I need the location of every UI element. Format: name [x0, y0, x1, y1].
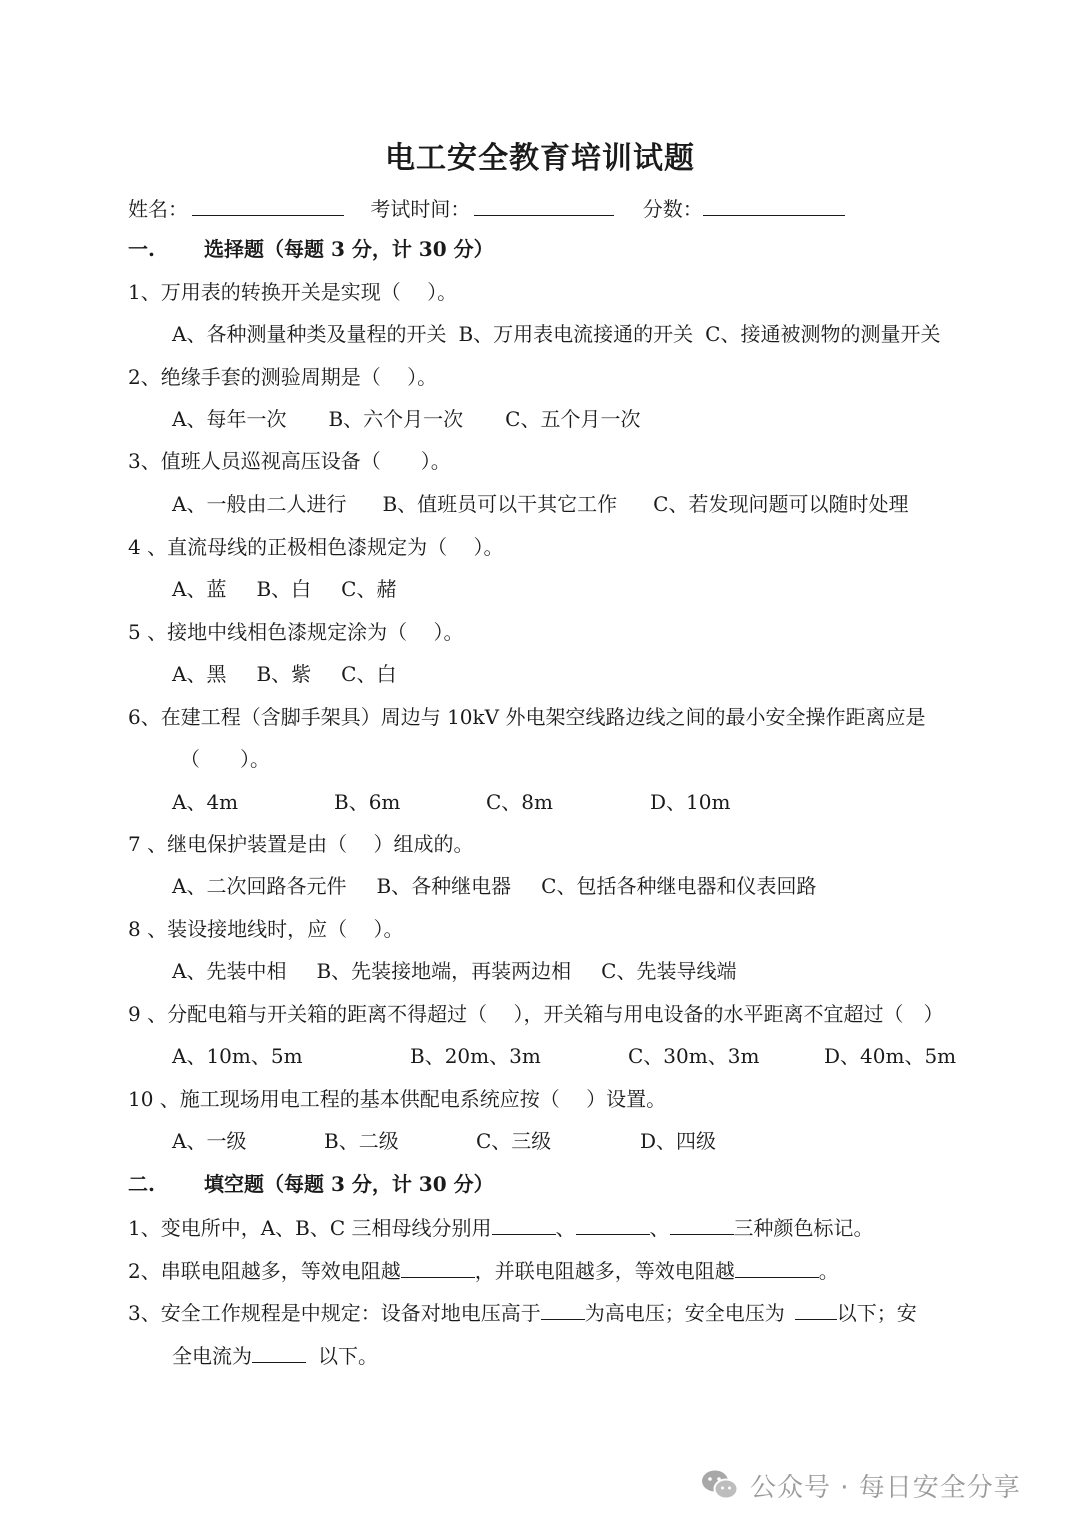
fill-text: 1、变电所中，A、B、C 三相母线分别用: [128, 1216, 492, 1240]
option-a: A、一级: [172, 1129, 247, 1153]
question-options: [172, 1042, 956, 1070]
option-c: C、赭: [341, 577, 397, 601]
option-c: C、30m、3m: [628, 1044, 760, 1068]
option-a: A、每年一次: [172, 407, 287, 431]
option-a: A、蓝: [172, 577, 227, 601]
question-stem: 6、在建工程（含脚手架具）周边与 10kV 外电架空线路边线之间的最小安全操作距离应是: [128, 705, 926, 729]
watermark: [700, 1465, 1021, 1505]
option-c: C、若发现问题可以随时处理: [653, 492, 909, 516]
fill-text: 3、安全工作规程是中规定：设备对地电压高于: [128, 1301, 541, 1325]
option-c: C、五个月一次: [505, 407, 641, 431]
option-d: D、四级: [640, 1129, 717, 1153]
question-options: [172, 575, 396, 603]
fill-text: ，并联电阻越多，等效电阻越: [474, 1259, 735, 1283]
question-options: [172, 1127, 716, 1155]
fill-text: 全电流为: [172, 1344, 252, 1368]
option-d: D、10m: [650, 790, 731, 814]
section-title: 选择题（每题 3 分，计 30 分）: [204, 237, 494, 261]
section-number: 二.: [128, 1172, 155, 1196]
fill-blank[interactable]: [670, 1212, 734, 1235]
fill-text: 2、串联电阻越多，等效电阻越: [128, 1259, 401, 1283]
fill-blank[interactable]: [795, 1297, 837, 1320]
info-line: [128, 193, 845, 223]
fill-text: 、: [649, 1216, 670, 1240]
fill-question: [128, 1255, 839, 1285]
option-b: B、20m、3m: [410, 1044, 541, 1068]
fill-text: 为高电压；安全电压为: [584, 1301, 785, 1325]
question-stem: 3、值班人员巡视高压设备（ ）。: [128, 449, 451, 473]
section-heading: [128, 235, 494, 263]
question-options: [172, 320, 940, 348]
option-a: A、一般由二人进行: [172, 492, 347, 516]
score-blank[interactable]: [703, 193, 845, 216]
question-stem: 4 、直流母线的正极相色漆规定为（ ）。: [128, 535, 504, 559]
question-stem: 9 、分配电箱与开关箱的距离不得超过（ ），开关箱与用电设备的水平距离不宜超过（ ）: [128, 1002, 944, 1026]
option-c: C、先装导线端: [601, 959, 737, 983]
fill-text: 以下。: [318, 1344, 378, 1368]
question-options: [172, 788, 730, 816]
time-blank[interactable]: [474, 193, 614, 216]
option-b: B、白: [256, 577, 312, 601]
question-stem: 8 、装设接地线时，应（ ）。: [128, 917, 404, 941]
option-c: C、8m: [486, 790, 553, 814]
section-number: 一.: [128, 237, 155, 261]
fill-blank[interactable]: [252, 1340, 306, 1363]
fill-text: 三种颜色标记。: [733, 1216, 874, 1240]
question-stem: 10 、施工现场用电工程的基本供配电系统应按（ ）设置。: [128, 1087, 667, 1111]
option-b: B、先装接地端，再装两边相: [316, 959, 572, 983]
fill-text: 以下；安: [836, 1301, 917, 1325]
score-label: 分数：: [642, 197, 703, 221]
option-b: B、值班员可以干其它工作: [382, 492, 618, 516]
option-a: A、各种测量种类及量程的开关: [172, 322, 447, 346]
question-options: [172, 660, 396, 688]
option-c: C、接通被测物的测量开关: [705, 322, 941, 346]
option-b: B、6m: [334, 790, 401, 814]
question-stem-continued: （ ）。: [180, 747, 270, 771]
fill-text: 、: [555, 1216, 576, 1240]
option-a: A、10m、5m: [172, 1044, 303, 1068]
option-b: B、万用表电流接通的开关: [458, 322, 694, 346]
fill-question: [128, 1212, 874, 1242]
fill-blank[interactable]: [401, 1255, 475, 1278]
fill-question: [128, 1297, 917, 1327]
option-c: C、三级: [476, 1129, 552, 1153]
option-c: C、白: [341, 662, 397, 686]
option-b: B、六个月一次: [328, 407, 464, 431]
name-label: 姓名：: [128, 197, 188, 221]
section-heading: [128, 1170, 494, 1198]
option-b: B、二级: [324, 1129, 399, 1153]
question-options: [172, 957, 736, 985]
section-title: 填空题（每题 3 分，计 30 分）: [204, 1172, 494, 1196]
watermark-text: 公众号 · 每日安全分享: [750, 1472, 1021, 1503]
option-d: D、40m、5m: [824, 1044, 957, 1068]
wechat-icon: [700, 1468, 740, 1502]
question-options: [172, 405, 640, 433]
fill-blank[interactable]: [735, 1255, 819, 1278]
fill-blank[interactable]: [541, 1297, 585, 1320]
option-a: A、黑: [172, 662, 227, 686]
question-stem: 7 、继电保护装置是由（ ）组成的。: [128, 832, 474, 856]
question-stem: 1、万用表的转换开关是实现（ ）。: [128, 280, 458, 304]
option-a: A、二次回路各元件: [172, 874, 347, 898]
option-a: A、先装中相: [172, 959, 287, 983]
question-stem: 2、绝缘手套的测验周期是（ ）。: [128, 365, 438, 389]
fill-question-continued: [172, 1340, 378, 1370]
page-title: 电工安全教育培训试题: [385, 141, 695, 176]
option-a: A、4m: [172, 790, 239, 814]
question-options: [172, 872, 816, 900]
option-c: C、包括各种继电器和仪表回路: [541, 874, 817, 898]
fill-blank[interactable]: [576, 1212, 650, 1235]
name-blank[interactable]: [192, 193, 344, 216]
question-stem: 5 、接地中线相色漆规定涂为（ ）。: [128, 620, 464, 644]
option-b: B、各种继电器: [376, 874, 512, 898]
fill-blank[interactable]: [492, 1212, 556, 1235]
option-b: B、紫: [256, 662, 312, 686]
question-options: [172, 490, 908, 518]
time-label: 考试时间：: [370, 197, 471, 221]
fill-text: 。: [818, 1259, 839, 1283]
